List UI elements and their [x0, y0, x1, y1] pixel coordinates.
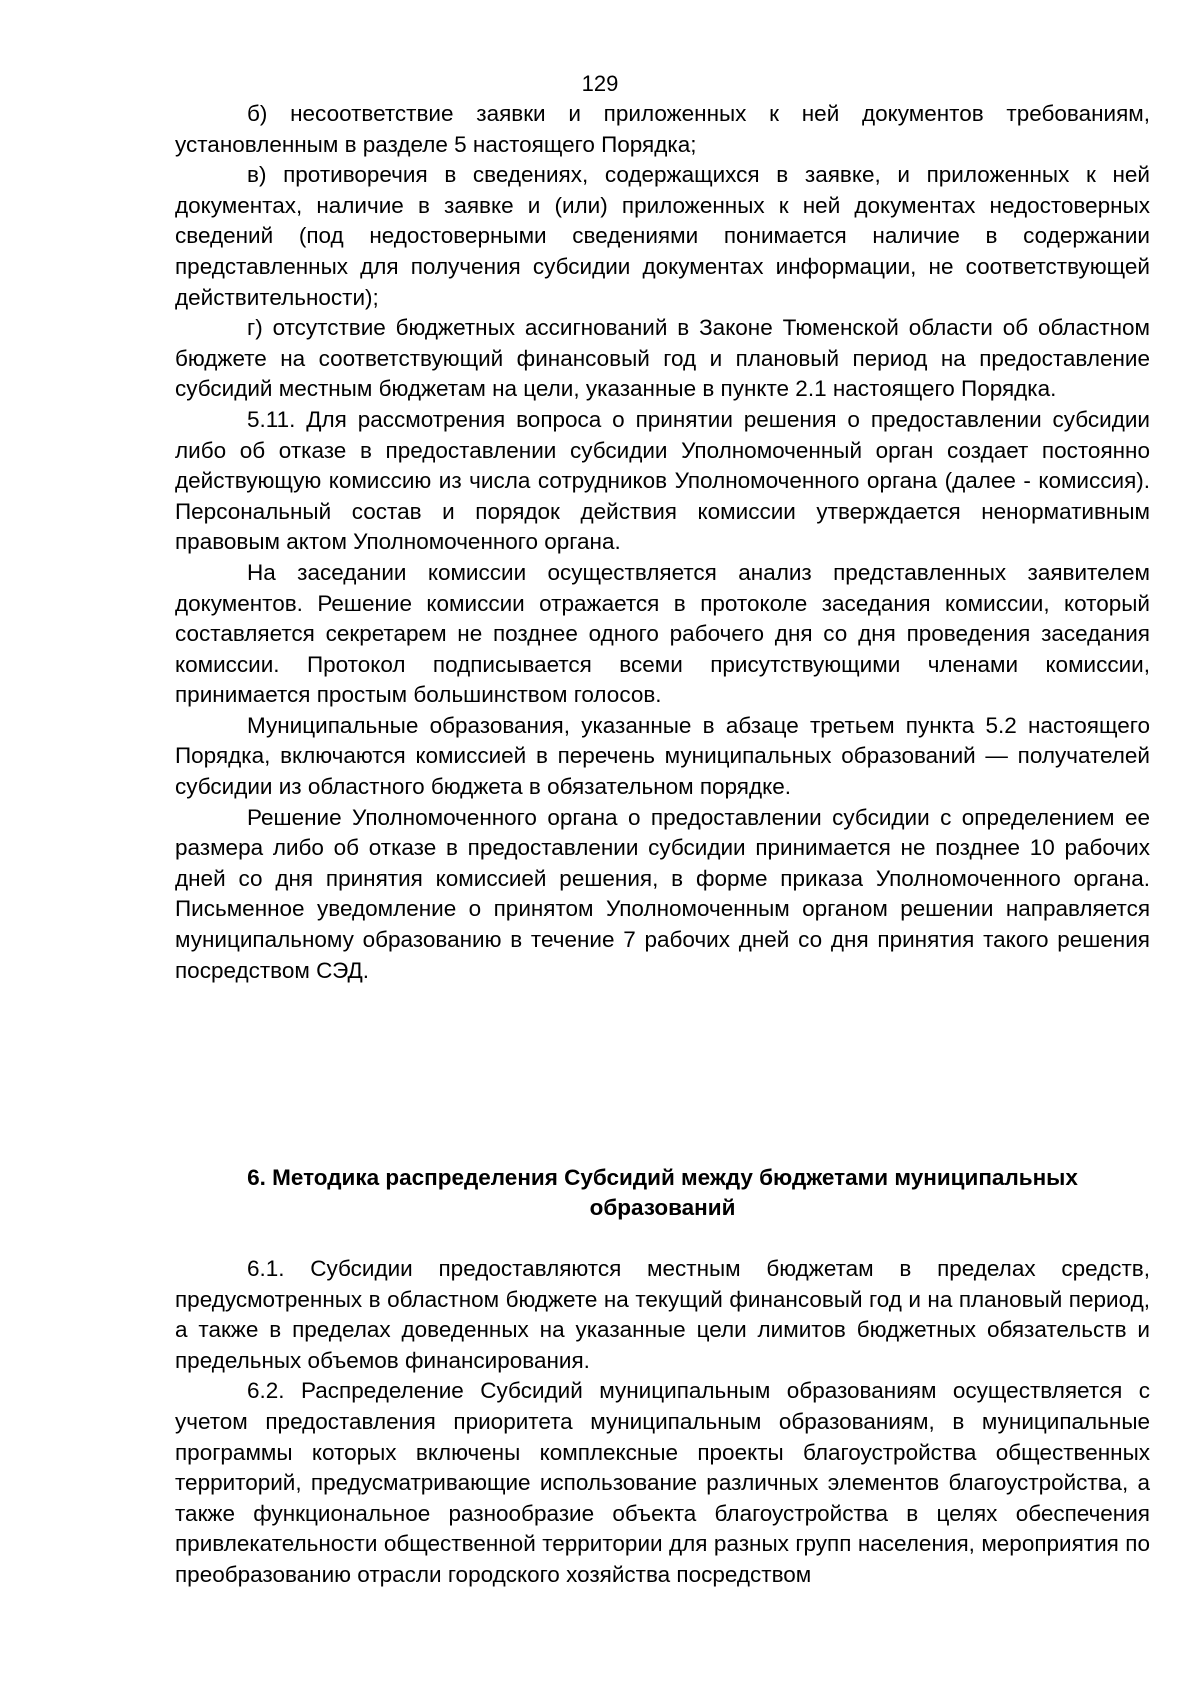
- paragraph: в) противоречия в сведениях, содержащихся в заявке, и приложенных к ней документах, наличие в заявке и (или) приложенных к ней документах недостоверных сведений (под недостоверными сведениями понимается наличие в содержании представленных для получения субсидии документах информации, не соответствующей действительности);: [175, 162, 1150, 310]
- section-heading: 6. Методика распределения Субсидий между бюджетами муниципальных образований: [247, 1165, 1078, 1220]
- paragraph: б) несоответствие заявки и приложенных к ней документов требованиям, установленным в разделе 5 настоящего Порядка;: [175, 101, 1150, 157]
- paragraph: г) отсутствие бюджетных ассигнований в Законе Тюменской области об областном бюджете на соответствующий финансовый год и плановый период на предоставление субсидий местным бюджетам на цели, указанные в пункте 2.1 настоящего Порядка.: [175, 315, 1150, 402]
- paragraph: Решение Уполномоченного органа о предоставлении субсидии с определением ее размера либо об отказе в предоставлении субсидии принимается не позднее 10 рабочих дней со дня принятия комиссией решения, в форме приказа Уполномоченного органа. Письменное уведомление о принятом Уполномоченным органом решении направляется муниципальному образованию в течение 7 рабочих дней со дня принятия такого решения посредством СЭД.: [175, 804, 1150, 983]
- page-number: 129: [581, 71, 619, 96]
- paragraph: 6.2. Распределение Субсидий муниципальным образованиям осуществляется с учетом предоставления приоритета муниципальным образованиям, в муниципальные программы которых включены комплексные проекты благоустройства общественных территорий, предусматривающие использование различных элементов благоустройства, а также функциональное разнообразие объекта благоустройства в целях обеспечения привлекательности общественной территории для разных групп населения, мероприятия по преобразованию отрасли городского хозяйства посредством: [175, 1378, 1150, 1587]
- paragraph: Муниципальные образования, указанные в абзаце третьем пункта 5.2 настоящего Порядка, включаются комиссией в перечень муниципальных образований — получателей субсидии из областного бюджета в обязательном порядке.: [175, 712, 1150, 800]
- paragraph: 5.11. Для рассмотрения вопроса о принятии решения о предоставлении субсидии либо об отказе в предоставлении субсидии Уполномоченный орган создает постоянно действующую комиссию из числа сотрудников Уполномоченного органа (далее - комиссия). Персональный состав и порядок действия комиссии утверждается ненормативным правовым актом Уполномоченного органа.: [175, 406, 1150, 555]
- paragraph: 6.1. Субсидии предоставляются местным бюджетам в пределах средств, предусмотренных в областном бюджете на текущий финансовый год и на плановый период, а также в пределах доведенных на указанные цели лимитов бюджетных обязательств и предельных объемов финансирования.: [175, 1256, 1150, 1373]
- paragraph: На заседании комиссии осуществляется анализ представленных заявителем документов. Решение комиссии отражается в протоколе заседания комиссии, который составляется секретарем не позднее одного рабочего дня со дня проведения заседания комиссии. Протокол подписывается всеми присутствующими членами комиссии, принимается простым большинством голосов.: [175, 559, 1150, 708]
- body-text-top: [175, 99, 1150, 986]
- body-text-bottom: [175, 1254, 1150, 1591]
